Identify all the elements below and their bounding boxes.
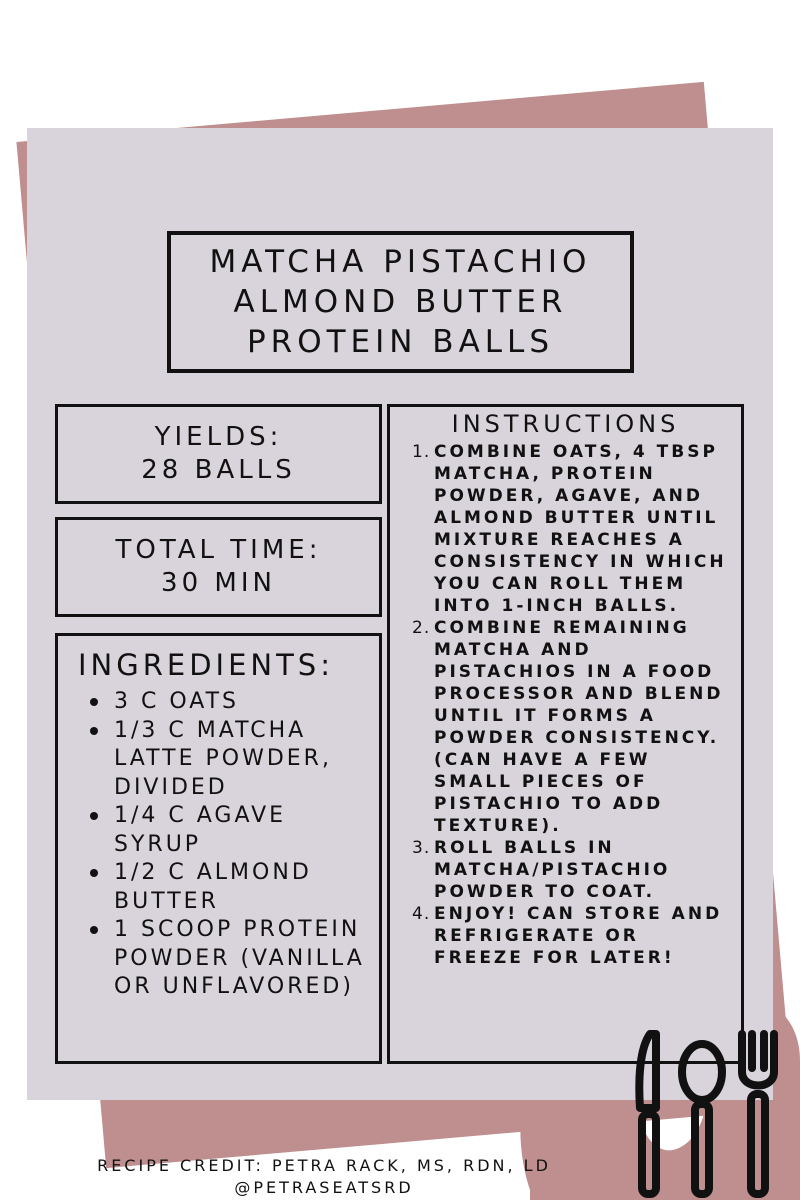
instruction-step xyxy=(398,617,733,837)
instructions-box xyxy=(387,404,744,1064)
instruction-step-text: ROLL BALLS IN MATCHA/PISTACHIO POWDER TO COAT. xyxy=(434,838,671,902)
instruction-step-number: 3. xyxy=(412,838,431,858)
utensils-icon xyxy=(628,1028,788,1200)
ingredient-item: 3 C OATS xyxy=(78,688,371,717)
total-time-value: 30 MIN xyxy=(161,568,276,598)
yields-label: YIELDS: xyxy=(154,422,283,452)
recipe-title-line-1: MATCHA PISTACHIO xyxy=(209,244,592,280)
instructions-list xyxy=(398,441,733,969)
instruction-step xyxy=(398,837,733,903)
instruction-step-text: ENJOY! CAN STORE AND REFRIGERATE OR FREEZE FOR LATER! xyxy=(434,904,723,968)
instruction-step xyxy=(398,903,733,969)
yields-box xyxy=(55,404,382,504)
recipe-title-line-3: PROTEIN BALLS xyxy=(246,324,555,360)
ingredient-item: 1 SCOOP PROTEIN POWDER (VANILLA OR UNFLAVORED) xyxy=(78,916,371,1002)
instructions-heading: INSTRUCTIONS xyxy=(451,410,680,438)
recipe-credit: RECIPE CREDIT: PETRA RACK, MS, RDN, LD xyxy=(97,1156,551,1175)
total-time-label: TOTAL TIME: xyxy=(115,535,322,565)
instruction-step-number: 1. xyxy=(412,442,431,462)
ingredient-item: 1/3 C MATCHA LATTE POWDER, DIVIDED xyxy=(78,717,371,803)
ingredients-heading: INGREDIENTS: xyxy=(78,648,334,682)
recipe-title-line-2: ALMOND BUTTER xyxy=(233,284,568,320)
recipe-credit-handle: @PETRASEATSRD xyxy=(234,1178,414,1197)
instruction-step-text: COMBINE REMAINING MATCHA AND PISTACHIOS IN A FOOD PROCESSOR AND BLEND UNTIL IT FORMS A POWDER CONSISTENCY. (CAN HAVE A FEW SMALL PIECES OF PISTACHIO TO ADD TEXTURE). xyxy=(434,618,724,836)
instruction-step-number: 2. xyxy=(412,618,431,638)
ingredient-item: 1/4 C AGAVE SYRUP xyxy=(78,802,371,859)
instruction-step xyxy=(398,441,733,617)
instruction-step-number: 4. xyxy=(412,904,431,924)
ingredient-item: 1/2 C ALMOND BUTTER xyxy=(78,859,371,916)
yields-value: 28 BALLS xyxy=(141,455,296,485)
ingredients-box xyxy=(55,633,382,1064)
total-time-box xyxy=(55,517,382,617)
recipe-title-box xyxy=(167,231,634,373)
ingredients-list xyxy=(78,688,371,1002)
instruction-step-text: COMBINE OATS, 4 TBSP MATCHA, PROTEIN POWDER, AGAVE, AND ALMOND BUTTER UNTIL MIXTURE REACHES A CONSISTENCY IN WHICH YOU CAN ROLL THEM INTO 1-INCH BALLS. xyxy=(434,442,727,616)
